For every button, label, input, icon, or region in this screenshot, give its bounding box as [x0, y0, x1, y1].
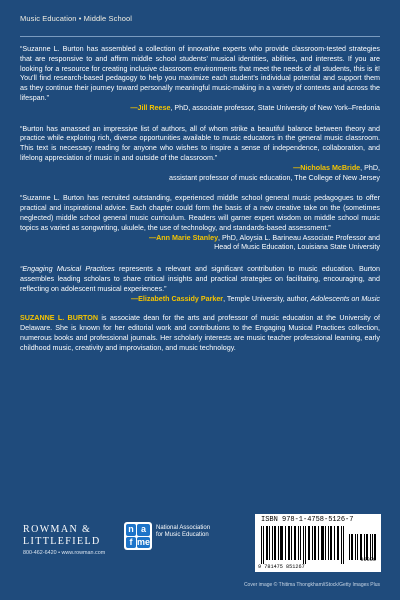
endorser-book-title: Adolescents on Music	[310, 294, 380, 303]
endorser-affiliation: , Temple University, author,	[223, 294, 311, 303]
endorsement-quote: “Burton has amassed an impressive list of authors, all of whom strike a beautiful balance between theory and practice while exploring rich, diverse opportunities available to music educators in the general music classroom. This text is necessary reading for anyone who wishes to inspire a sense of independence, collaboration, and lifelong appreciation of music in and outside of the classroom.”	[20, 124, 380, 162]
nafme-name: National Association for Music Education	[156, 525, 211, 539]
endorser-name: —Nicholas McBride	[293, 163, 361, 172]
publisher-logo: ROWMAN & LITTLEFIELD	[23, 524, 101, 547]
endorser-affiliation: , PhD, Aloysia L. Barineau Associate Professor and	[218, 233, 380, 242]
endorsement	[20, 265, 380, 304]
endorsement-quote: “Engaging Musical Practices represents a relevant and significant contribution to music education. Burton assembles leading scholars to share critical insights and practical strategies on facilitating, encouraging, and reflecting on adolescent musical experiences.”	[20, 265, 380, 293]
book-title: “Engaging Musical Practices	[20, 265, 115, 274]
endorsement-attribution	[20, 164, 380, 174]
author-bio	[20, 314, 380, 353]
author-bio-text: is associate dean for the arts and professor of music education at the University of Delaware. She is known for her editorial work and contributions to the Engaging Musical Practices collection, numerous books and professional journals. Her scholarly interests are music teacher professional learning, early childhood music, creativity and improvisation, and music technology.	[20, 314, 381, 352]
endorsements	[20, 45, 380, 354]
endorsement-quote: “Suzanne L. Burton has assembled a collection of innovative experts who provide classroom-tested strategies that are responsive to and affirm middle school students’ musical identities, abilities, and interests. If you are looking for a resource for creating inclusive classroom environments that meet the needs of all students, this is it! You’ll find research-based pedagogy to help you maximize each student’s individual potential and support them as they continue their journey toward personally meaningful music-making in a variety of contexts and across the lifespan.”	[20, 45, 380, 102]
category-label: Music Education • Middle School	[20, 14, 133, 23]
endorser-name: —Jill Reese	[130, 103, 171, 112]
endorsement-attribution	[20, 234, 380, 244]
price-code: 90000	[360, 557, 376, 563]
endorsement-quote: “Suzanne L. Burton has recruited outstanding, experienced middle school general music pedagogues to offer practical and inspirational advice. Each chapter could form the basis of a new creative take on the (sometimes neglected) middle school general music curriculum. Readers will garner expert wisdom on middle school music topics as varied as songwriting, ukulele, the use of technology, and standards-based assessment.”	[20, 194, 380, 232]
publisher-contact: 800-462-6420 • www.rowman.com	[23, 550, 106, 556]
endorsement-attribution	[20, 295, 380, 305]
ean-digits: 9 781475 851267	[258, 564, 305, 570]
author-name: SUZANNE L. BURTON	[20, 314, 98, 323]
endorser-name: —Elizabeth Cassidy Parker	[131, 294, 224, 303]
endorsement	[20, 194, 380, 253]
divider	[20, 36, 380, 37]
endorser-affiliation: assistant professor of music education, The College of New Jersey	[168, 173, 380, 182]
endorser-name: —Ann Marie Stanley	[149, 233, 219, 242]
endorser-affiliation-line2: Head of Music Education, Louisiana State University	[214, 243, 380, 252]
endorsement-attribution	[20, 104, 380, 114]
endorser-degree: , PhD,	[360, 163, 380, 172]
barcode	[255, 514, 381, 572]
endorser-affiliation: , PhD, associate professor, State University of New York–Fredonia	[170, 103, 380, 112]
nafme-logo-icon: n a f me	[124, 522, 152, 550]
endorsement	[20, 125, 380, 184]
isbn-label: ISBN 978-1-4758-5126-7	[261, 516, 354, 524]
cover-image-credit: Cover image © Thitima Thongkham/iStock/Getty Images Plus	[243, 582, 380, 588]
footer	[0, 508, 400, 600]
endorsement	[20, 45, 380, 114]
